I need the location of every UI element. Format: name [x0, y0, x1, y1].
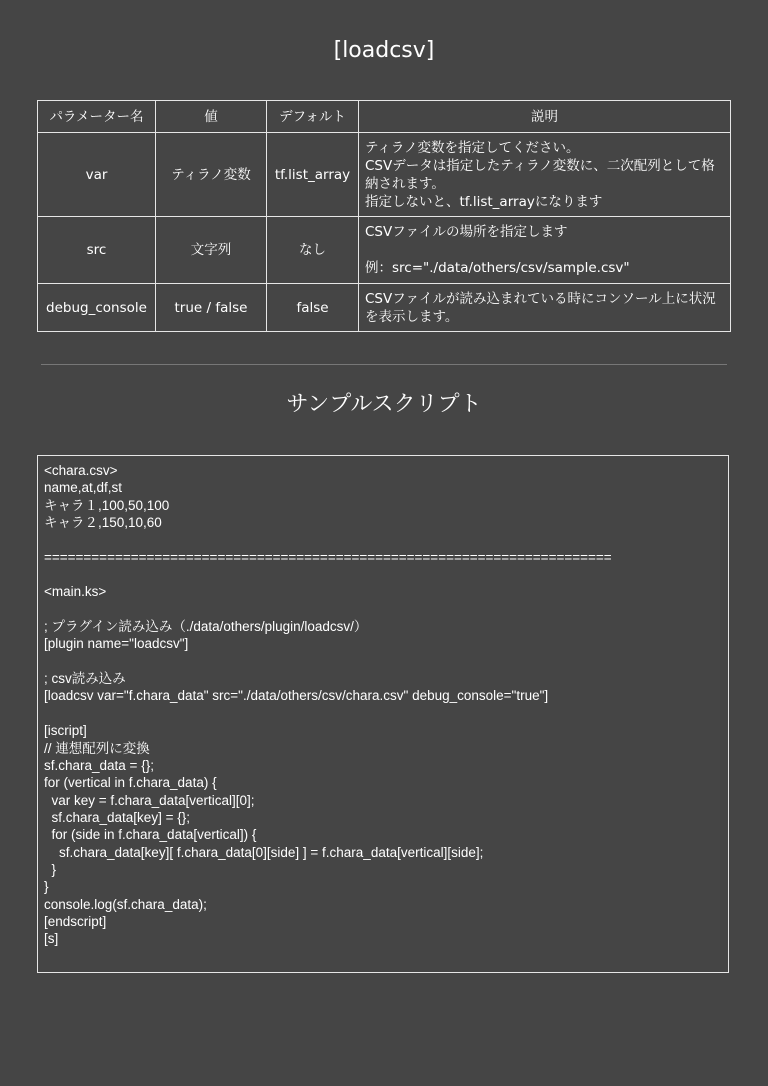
code-line: for (vertical in f.chara_data) { [44, 775, 217, 791]
code-line [44, 653, 722, 670]
code-line [44, 601, 722, 618]
description-line: CSVファイルが読み込まれている時にコンソール上に状況を表示します。 [365, 291, 716, 325]
code-line: ; csv読み込み [44, 671, 126, 687]
code-line: name,at,df,st [44, 480, 123, 496]
table-row [38, 284, 731, 332]
code-line: var key = f.chara_data[vertical][0]; [44, 792, 255, 808]
code-line: ; プラグイン読み込み（./data/others/plugin/loadcsv/） [44, 619, 368, 635]
param-default-cell: なし [267, 217, 359, 284]
code-line: <main.ks> [44, 584, 107, 600]
param-default-cell: tf.list_array [267, 133, 359, 217]
description-spacer [365, 241, 724, 259]
code-line: sf.chara_data[key] = {}; [44, 809, 190, 825]
header-default: デフォルト [267, 101, 359, 133]
section-divider [41, 364, 727, 365]
param-value-cell: ティラノ変数 [156, 133, 267, 217]
code-line: [endscript] [44, 913, 107, 929]
sample-script-heading: サンプルスクリプト [286, 392, 482, 417]
code-line: [loadcsv var="f.chara_data" src="./data/others/csv/chara.csv" debug_console="true"] [44, 688, 549, 704]
code-line: console.log(sf.chara_data); [44, 896, 207, 912]
code-line: [s] [44, 931, 59, 947]
code-line: キャラ２,150,10,60 [44, 515, 162, 531]
code-line: // 連想配列に変換 [44, 740, 150, 756]
parameter-table [37, 100, 731, 332]
description-line: CSVデータは指定したティラノ変数に、二次配列として格納されます。 [365, 158, 715, 192]
code-line: [plugin name="loadcsv"] [44, 636, 189, 652]
param-value-cell: true / false [156, 284, 267, 332]
param-description-cell [359, 133, 731, 217]
code-line: ======================================================================== [44, 549, 612, 565]
header-description: 説明 [359, 101, 731, 133]
page-title: [loadcsv] [333, 38, 435, 63]
code-line [44, 566, 722, 583]
table-row [38, 217, 731, 284]
code-line: sf.chara_data[key][ f.chara_data[0][side] ] = f.chara_data[vertical][side]; [44, 844, 484, 860]
code-line: キャラ１,100,50,100 [44, 497, 170, 513]
param-description-cell [359, 217, 731, 284]
param-name-cell: debug_console [38, 284, 156, 332]
description-line: 指定しないと、tf.list_arrayになります [365, 194, 603, 210]
code-line: } [44, 879, 49, 895]
header-parameter-name: パラメーター名 [38, 101, 156, 133]
param-value-cell: 文字列 [156, 217, 267, 284]
param-name-cell: src [38, 217, 156, 284]
code-line: [iscript] [44, 723, 87, 739]
code-line: <chara.csv> [44, 463, 118, 478]
description-line: CSVファイルの場所を指定します [365, 224, 568, 240]
description-line: ティラノ変数を指定してください。 [365, 140, 580, 156]
param-description-cell [359, 284, 731, 332]
code-line: for (side in f.chara_data[vertical]) { [44, 827, 257, 843]
code-line [44, 705, 722, 722]
param-name-cell: var [38, 133, 156, 217]
code-line: } [44, 861, 57, 877]
table-row [38, 133, 731, 217]
sample-code-block [37, 455, 729, 973]
header-value: 値 [156, 101, 267, 133]
code-line [44, 531, 722, 548]
param-default-cell: false [267, 284, 359, 332]
table-header-row [38, 101, 731, 133]
code-line: sf.chara_data = {}; [44, 757, 154, 773]
description-line: 例：src="./data/others/csv/sample.csv" [365, 260, 630, 276]
